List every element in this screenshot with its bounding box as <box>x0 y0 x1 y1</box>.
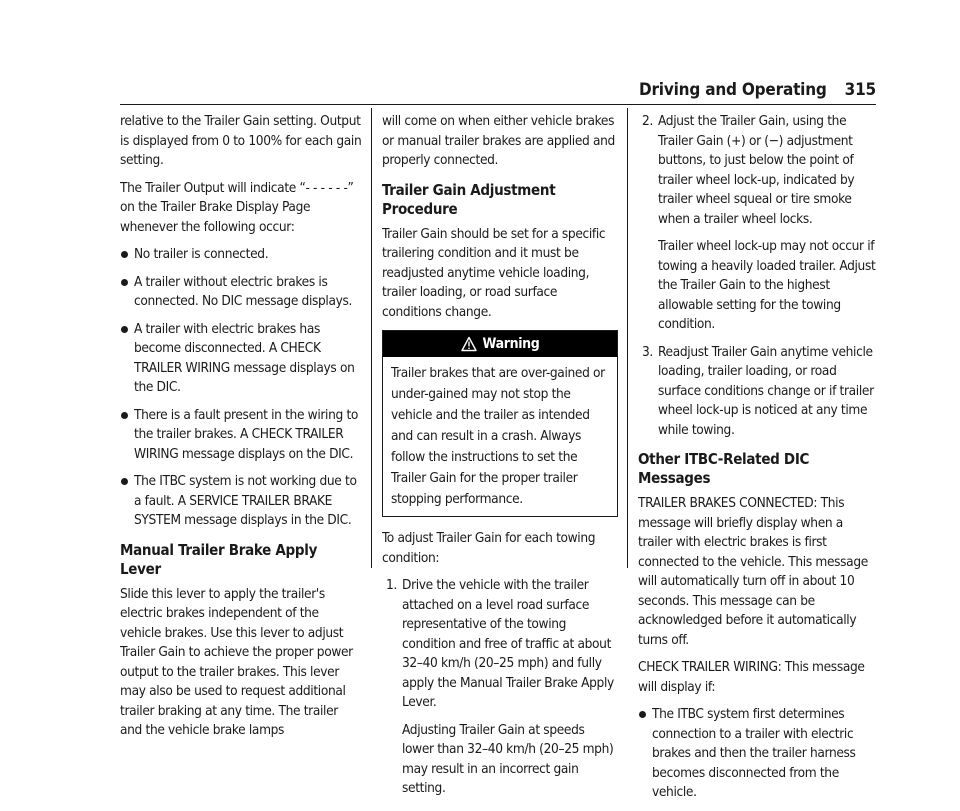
step-note: Trailer wheel lock-up may not occur if towing a heavily loaded trailer. Adjust the Trailer Gain to the highest allowable setting for the towing condition. <box>658 238 876 332</box>
bullet-icon <box>639 711 646 718</box>
warning-title-bar <box>383 331 617 357</box>
section-heading: Other ITBC-Related DIC Messages <box>638 450 810 487</box>
page-number: 315 <box>844 80 876 100</box>
list-item: A trailer with electric brakes has become disconnected. A CHECK TRAILER WIRING message displays on the DIC. <box>120 320 362 398</box>
list-item: A trailer without electric brakes is connected. No DIC message displays. <box>120 273 362 312</box>
warning-title: Warning <box>482 336 540 352</box>
step-text: Adjust the Trailer Gain, using the Trailer Gain (+) or (−) adjustment buttons, to just below the point of trailer wheel lock-up, indicated by trailer wheel squeal or tire smoke when a trailer wheel locks. <box>658 113 855 227</box>
bullet-icon <box>121 279 128 286</box>
list-item: The ITBC system first determines connection to a trailer with electric brakes and then the trailer harness becomes disconnected from the vehicle. <box>638 705 878 803</box>
paragraph: To adjust Trailer Gain for each towing condition: <box>382 530 596 566</box>
paragraph: The Trailer Output will indicate “- - - - - -” on the Trailer Brake Display Page whenever the following occur: <box>120 179 354 235</box>
paragraph: will come on when either vehicle brakes or manual trailer brakes are applied and properly connected. <box>382 113 615 168</box>
warning-text: Trailer brakes that are over-gained or under-gained may not stop the vehicle and the trailer as intended and can result in a crash. Always follow the instructions to set the Trailer Gain for the proper trailer stopping performance. <box>391 365 605 507</box>
list-item: There is a fault present in the wiring to the trailer brakes. A CHECK TRAILER WIRING message displays on the DIC. <box>120 406 362 465</box>
step-item <box>638 112 878 335</box>
step-item <box>638 343 878 441</box>
warning-icon <box>461 336 477 352</box>
list-item: The ITBC system is not working due to a fault. A SERVICE TRAILER BRAKE SYSTEM message displays in the DIC. <box>120 472 362 531</box>
paragraph: TRAILER BRAKES CONNECTED: This message will briefly display when a trailer with electric brakes is first connected to the vehicle. This message will automatically turn off in about 10 seconds. This message can be acknowledged before it automatically turns off. <box>638 495 868 648</box>
step-number: 2. <box>642 113 653 129</box>
column-3 <box>638 112 878 811</box>
bullet-icon <box>121 412 128 419</box>
section-title: Driving and Operating <box>638 80 827 100</box>
step-note: Adjusting Trailer Gain at speeds lower than 32–40 km/h (20–25 mph) may result in an incorrect gain setting. <box>402 721 614 796</box>
step-number: 3. <box>642 343 653 360</box>
column-2 <box>382 112 618 807</box>
warning-box <box>382 330 618 517</box>
bullet-list <box>638 705 878 803</box>
step-text: Drive the vehicle with the trailer attached on a level road surface representative of the towing condition and free of traffic at about 32–40 km/h (20–25 mph) and fully apply the Manual Trailer Brake Apply Lever. <box>402 577 614 710</box>
column-divider-1 <box>371 108 372 568</box>
bullet-list <box>120 245 362 531</box>
bullet-icon <box>121 478 128 485</box>
column-divider-2 <box>627 108 628 568</box>
step-number: 1. <box>386 577 397 593</box>
section-heading: Trailer Gain Adjustment Procedure <box>382 180 556 218</box>
paragraph: relative to the Trailer Gain setting. Output is displayed from 0 to 100% for each gain setting. <box>120 113 362 168</box>
list-item: No trailer is connected. <box>120 245 362 265</box>
paragraph: CHECK TRAILER WIRING: This message will display if: <box>638 659 865 695</box>
step-item <box>382 576 618 799</box>
step-list <box>382 576 618 799</box>
bullet-icon <box>121 326 128 333</box>
step-text: Readjust Trailer Gain anytime vehicle loading, trailer loading, or road surface conditions change or if trailer wheel lock-up is noticed at any time while towing. <box>658 343 874 438</box>
bullet-icon <box>121 251 128 258</box>
column-1 <box>120 112 362 749</box>
paragraph: Slide this lever to apply the trailer's electric brakes independent of the vehicle brakes. Use this lever to adjust Trailer Gain to achieve the proper power output to the trailer brakes. This lever may also be used to request additional trailer braking at any time. The trailer and the vehicle brake lamps <box>120 585 353 738</box>
step-list <box>638 112 878 440</box>
section-heading: Manual Trailer Brake Apply Lever <box>120 540 318 578</box>
header-rule <box>120 104 876 105</box>
running-header <box>639 80 876 100</box>
paragraph: Trailer Gain should be set for a specific trailering condition and it must be readjusted anytime vehicle loading, trailer loading, or road surface conditions change. <box>382 225 606 320</box>
